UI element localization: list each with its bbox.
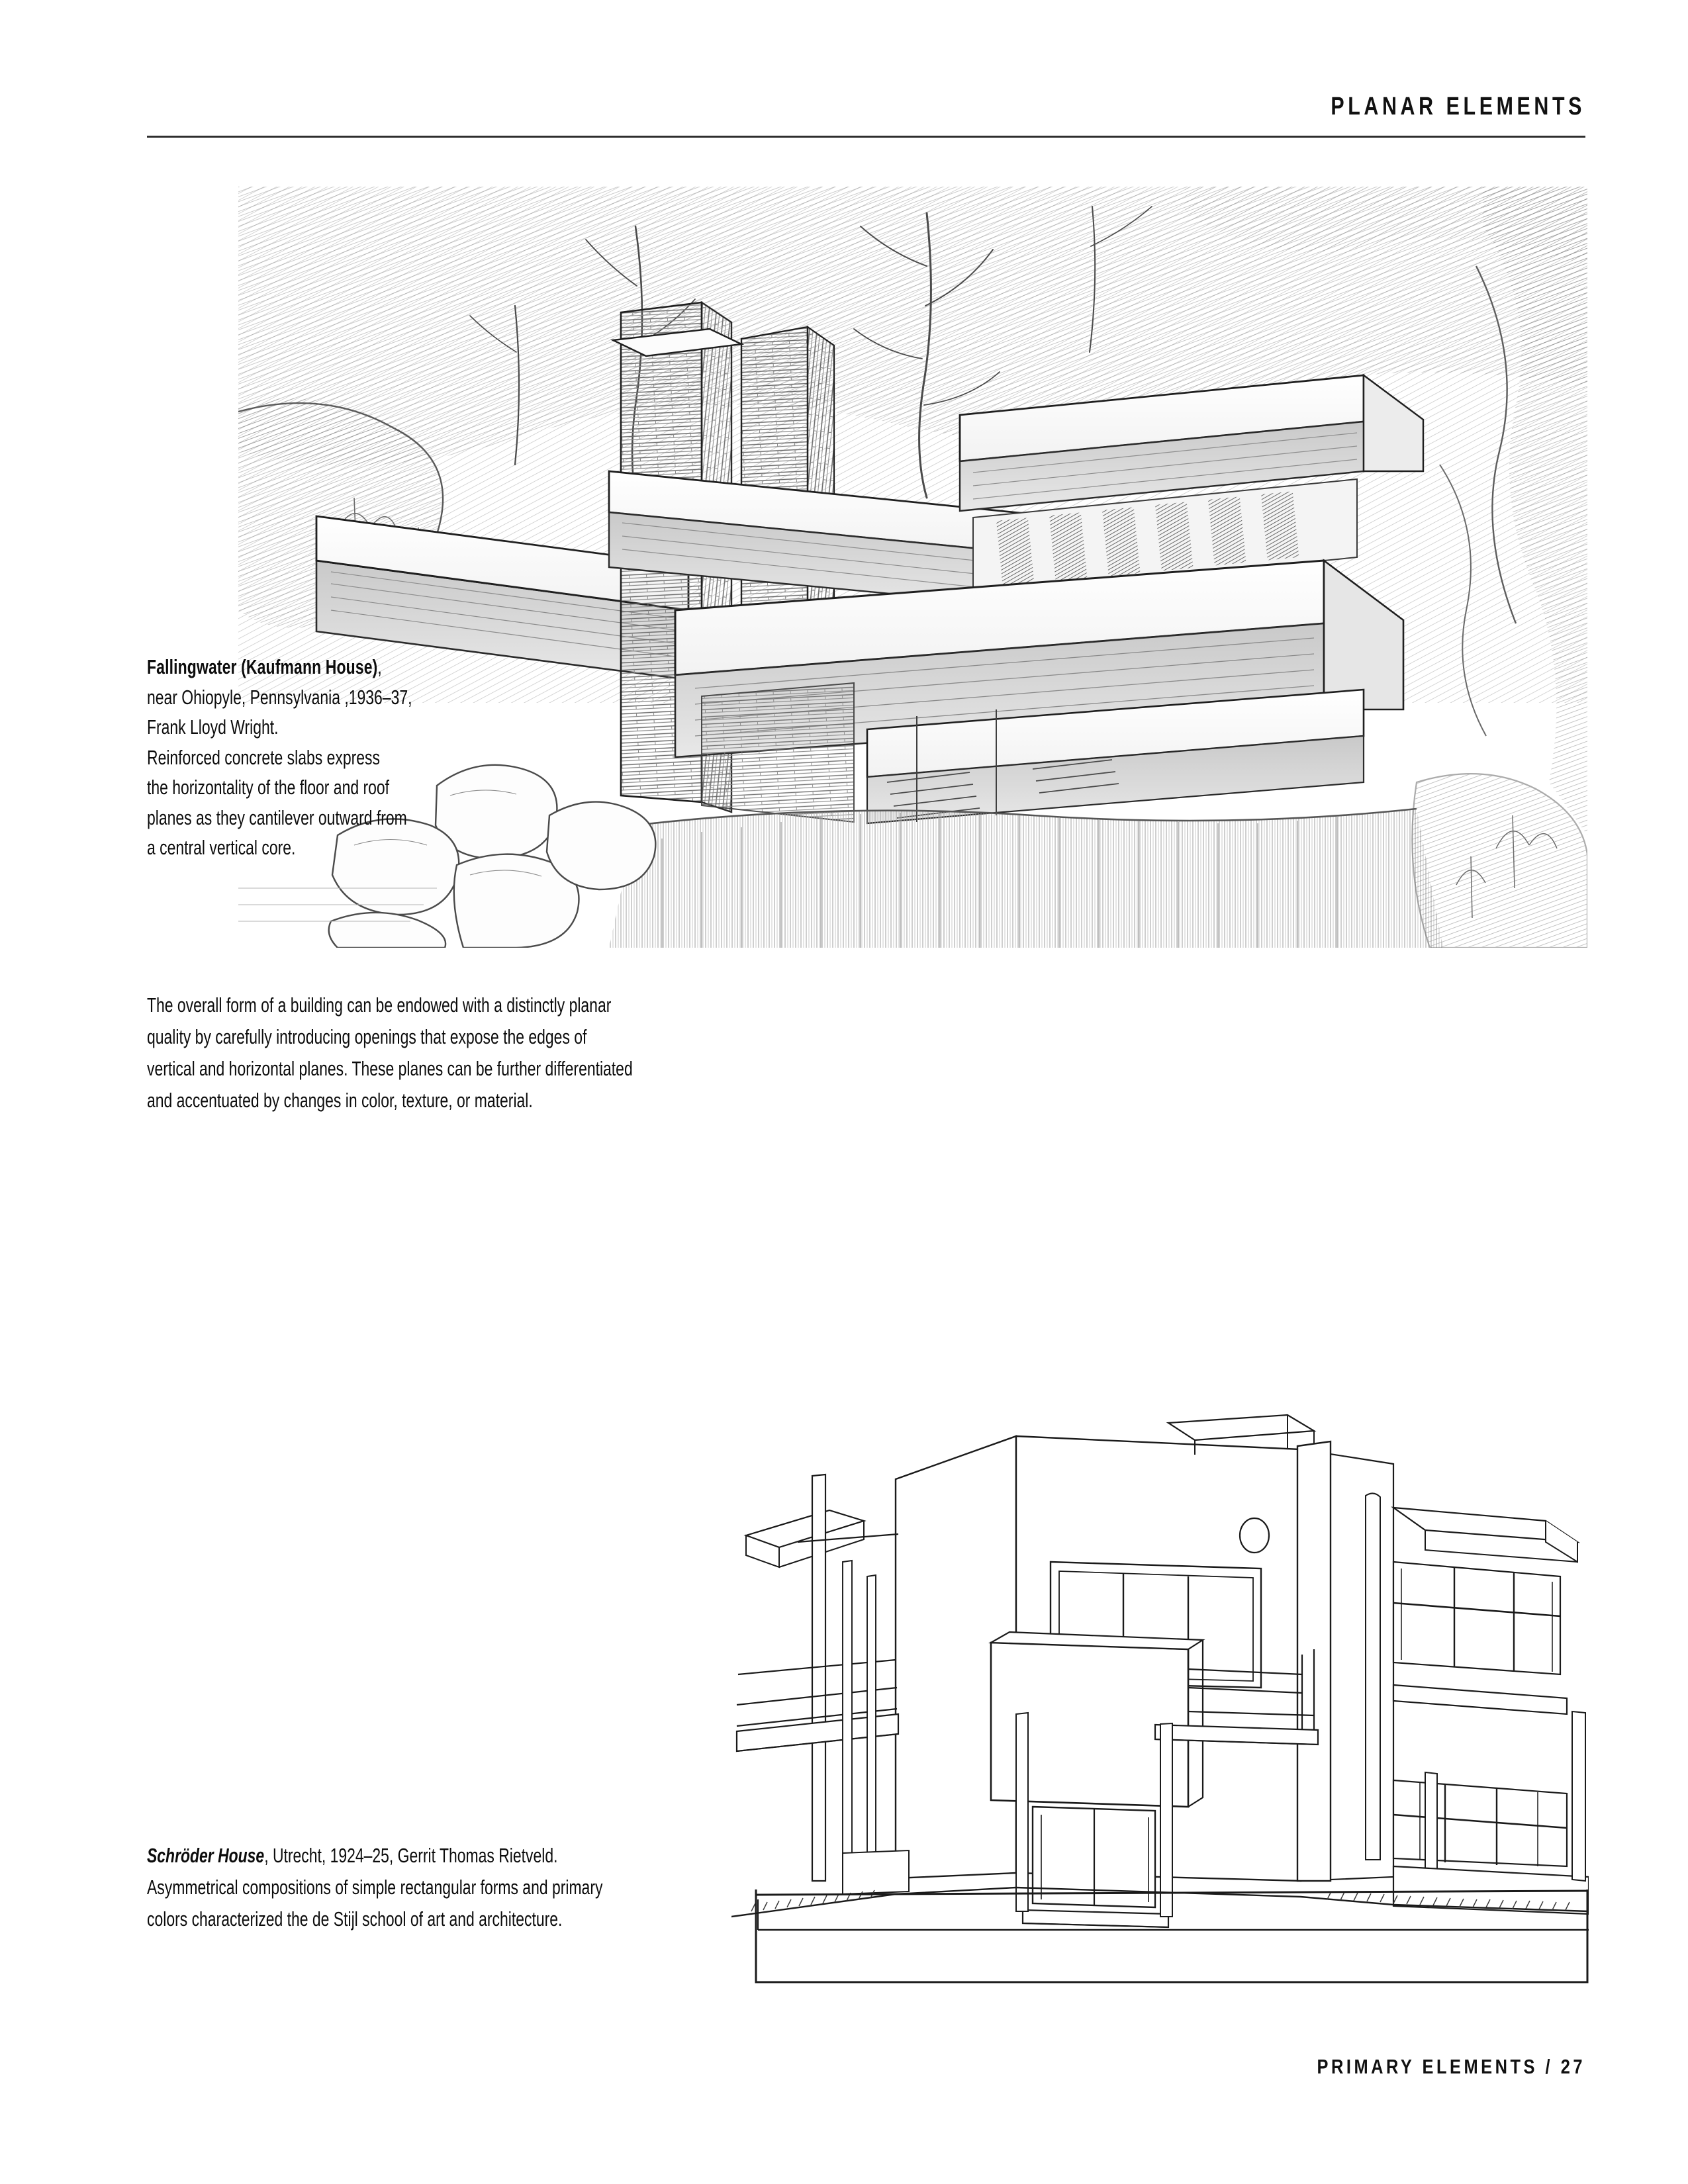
body-paragraph xyxy=(147,989,686,1116)
body-line-4: and accentuated by changes in color, texture, or material. xyxy=(147,1089,533,1112)
caption-line-6: planes as they cantilever outward from xyxy=(147,805,407,829)
caption-line-2: near Ohiopyle, Pennsylvania ,1936–37, xyxy=(147,685,412,709)
caption-line-4: Reinforced concrete slabs express xyxy=(147,745,380,769)
schroder-house-drawing xyxy=(731,1343,1589,1939)
caption-line-7: a central vertical core. xyxy=(147,836,296,859)
caption-line-2: Asymmetrical compositions of simple rectangular forms and primary xyxy=(147,1876,603,1899)
body-line-1: The overall form of a building can be endowed with a distinctly planar xyxy=(147,993,612,1017)
running-head: PLANAR ELEMENTS xyxy=(1331,93,1585,120)
round-window xyxy=(1240,1518,1269,1553)
page-folio: PRIMARY ELEMENTS / 27 xyxy=(1317,2055,1585,2078)
caption-title: Fallingwater (Kaufmann House) xyxy=(147,655,378,678)
fallingwater-caption xyxy=(147,652,588,863)
body-line-2: quality by carefully introducing openings that expose the edges of xyxy=(147,1025,587,1048)
body-line-3: vertical and horizontal planes. These planes can be further differentiated xyxy=(147,1057,633,1080)
caption-line-5: the horizontality of the floor and roof xyxy=(147,776,389,799)
foreground-frame xyxy=(755,1889,1589,1989)
caption-title-comma: , xyxy=(377,655,382,678)
caption-credit: , Utrecht, 1924–25, Gerrit Thomas Rietveld. xyxy=(264,1844,558,1867)
schroder-scene xyxy=(731,1343,1589,1939)
schroder-caption xyxy=(147,1840,686,1935)
header-rule xyxy=(147,136,1585,138)
caption-line-3: colors characterized the de Stijl school of art and architecture. xyxy=(147,1907,563,1931)
caption-title: Schröder House xyxy=(147,1844,265,1867)
caption-line-3: Frank Lloyd Wright. xyxy=(147,715,279,739)
